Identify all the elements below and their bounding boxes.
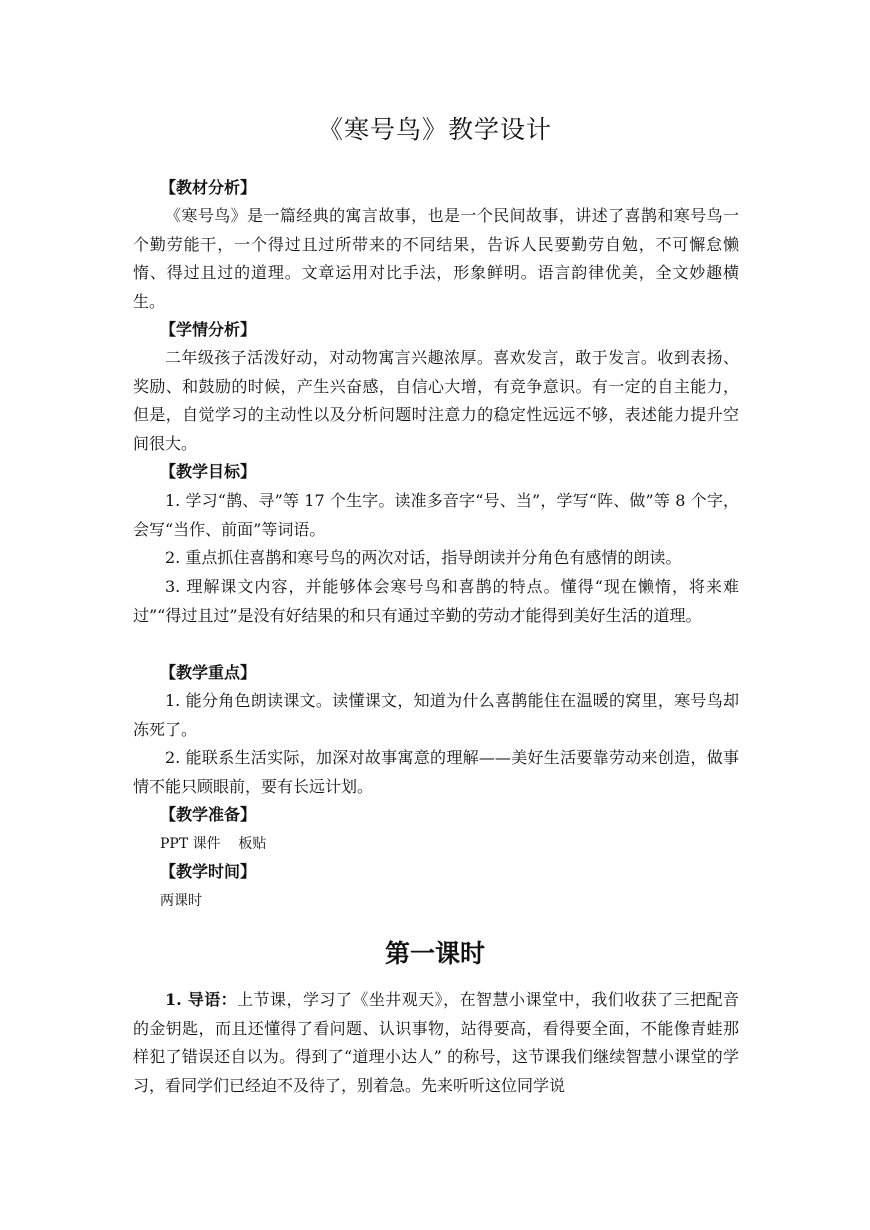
document-title: 《寒号鸟》教学设计 (317, 115, 552, 144)
teaching-time-text: 两课时 (160, 893, 202, 909)
key-point-item-2: 2. 能联系生活实际，加深对故事寓意的理解——美好生活要靠劳动来创造，做事情不能只顾眼前，要有长远计划。 (133, 748, 739, 796)
objective-item-1: 1. 学习“鹊、寻”等 17 个生字。读准多音字“号、当”，学写“阵、做”等 8 个字，会写“当作、前面”等词语。 (133, 491, 739, 539)
student-analysis-paragraph: 二年级孩子活泼好动，对动物寓言兴趣浓厚。喜欢发言，敢于发言。收到表扬、奖励、和鼓励的时候，产生兴奋感，自信心大增，有竞争意识。有一定的自主能力，但是，自觉学习的主动性以及分析问题时注意力的稳定性远远不够，表述能力提升空间很大。 (133, 348, 739, 454)
heading-key-points: 【教学重点】 (160, 663, 257, 682)
heading-student-analysis: 【学情分析】 (160, 320, 257, 339)
objective-item-3: 3. 理解课文内容，并能够体会寒号鸟和喜鹊的特点。懂得“现在懒惰，将来难过”“得过且过”是没有好结果的和只有通过辛勤的劳动才能得到美好生活的道理。 (133, 577, 739, 625)
lesson-one-title: 第一课时 (384, 939, 485, 968)
heading-teaching-objectives: 【教学目标】 (160, 462, 257, 481)
preparation-text: PPT 课件 板贴 (160, 836, 267, 852)
heading-material-analysis: 【教材分析】 (160, 178, 257, 197)
intro-label: 1. 导语： (165, 990, 238, 1009)
material-analysis-paragraph: 《寒号鸟》是一篇经典的寓言故事，也是一个民间故事，讲述了喜鹊和寒号鸟一个勤劳能干，一个得过且过所带来的不同结果，告诉人民要勤劳自勉，不可懈怠懒惰、得过且过的道理。文章运用对比手法，形象鲜明。语言韵律优美，全文妙趣横生。 (133, 206, 739, 312)
objective-item-2: 2. 重点抓住喜鹊和寒号鸟的两次对话，指导朗读并分角色有感情的朗读。 (165, 548, 682, 567)
intro-text: 上节课，学习了《坐井观天》，在智慧小课堂中，我们收获了三把配音的金钥匙，而且还懂得了看问题、认识事物，站得要高，看得要全面，不能像青蛙那样犯了错误还自以为。得到了“道理小达人” 的称号，这节课我们继续智慧小课堂的学习，看同学们已经迫不及待了，别着急。先来听听这位同学说 (133, 990, 739, 1096)
key-point-item-1: 1. 能分角色朗读课文。读懂课文，知道为什么喜鹊能住在温暖的窝里，寒号鸟却冻死了。 (133, 691, 739, 739)
lesson-one-intro-paragraph (133, 986, 739, 1101)
heading-preparation: 【教学准备】 (160, 805, 257, 824)
heading-teaching-time: 【教学时间】 (160, 862, 257, 881)
